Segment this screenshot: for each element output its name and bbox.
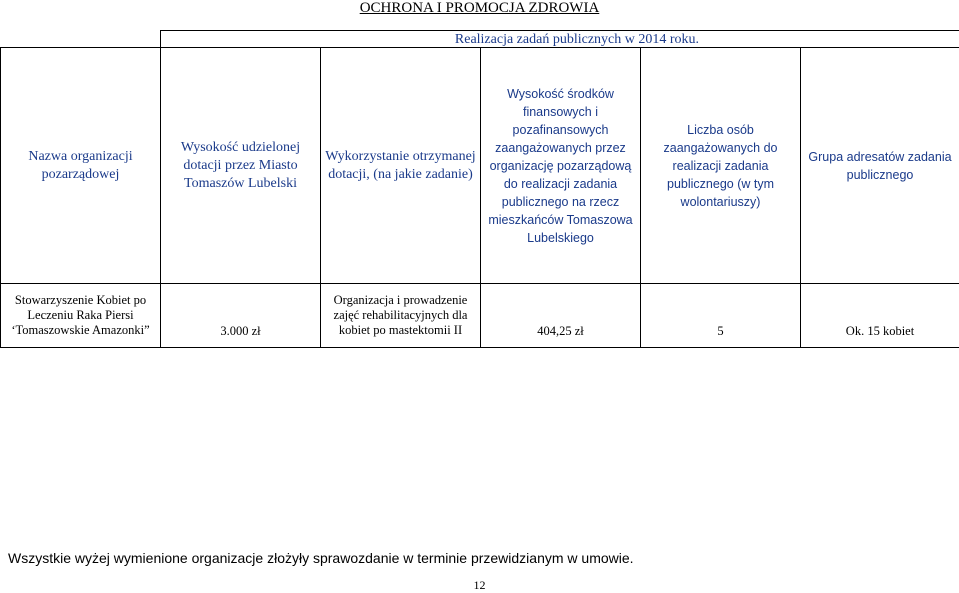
header-funds-engaged: Wysokość środków finansowych i pozafinansowych zaangażowanych przez organizację pozarządową do realizacji zadania publicznego na rzecz mieszkańców Tomaszowa Lubelskiego — [481, 48, 641, 284]
cell-people: 5 — [641, 284, 801, 348]
public-tasks-table — [0, 30, 959, 348]
subheader: Realizacja zadań publicznych w 2014 roku. — [161, 31, 959, 48]
page-title: OCHRONA I PROMOCJA ZDROWIA — [0, 0, 959, 16]
table-header-row — [1, 48, 959, 284]
cell-grant: 3.000 zł — [161, 284, 321, 348]
header-grant-amount: Wysokość udzielonej dotacji przez Miasto Tomaszów Lubelski — [161, 48, 321, 284]
cell-recipients: Ok. 15 kobiet — [801, 284, 959, 348]
cell-usage: Organizacja i prowadzenie zajęć rehabilitacyjnych dla kobiet po mastektomii II — [321, 284, 481, 348]
table-row — [1, 284, 959, 348]
header-organization-name: Nazwa organizacji pozarządowej — [1, 48, 161, 284]
page-number: 12 — [0, 578, 959, 593]
table-subheader-row — [1, 31, 959, 48]
cell-organization: Stowarzyszenie Kobiet po Leczeniu Raka Piersi ‘Tomaszowskie Amazonki” — [1, 284, 161, 348]
footer-note: Wszystkie wyżej wymienione organizacje złożyły sprawozdanie w terminie przewidzianym w umowie. — [8, 550, 634, 566]
header-grant-usage: Wykorzystanie otrzymanej dotacji, (na jakie zadanie) — [321, 48, 481, 284]
header-people-engaged: Liczba osób zaangażowanych do realizacji zadania publicznego (w tym wolontariuszy) — [641, 48, 801, 284]
cell-funds: 404,25 zł — [481, 284, 641, 348]
header-recipient-group: Grupa adresatów zadania publicznego — [801, 48, 959, 284]
